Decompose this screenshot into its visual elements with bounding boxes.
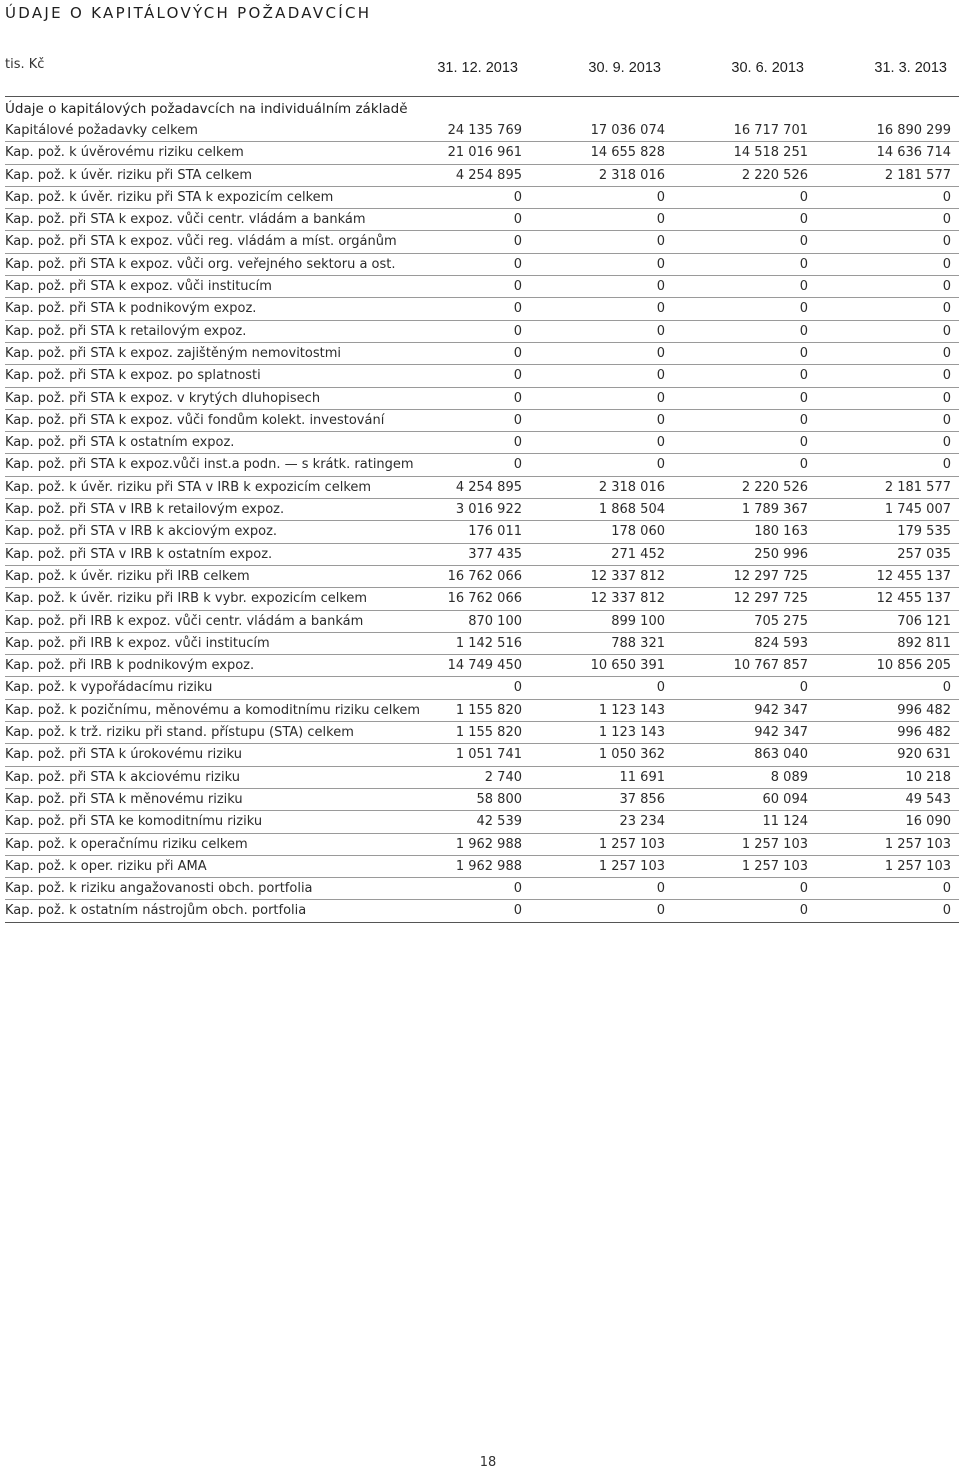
row-value: 0 xyxy=(942,881,951,897)
row-value: 0 xyxy=(942,903,951,919)
row-value: 0 xyxy=(656,457,665,473)
row-value: 176 011 xyxy=(468,524,522,540)
row-value: 0 xyxy=(656,256,665,272)
row-value: 12 455 137 xyxy=(876,591,951,607)
row-value: 0 xyxy=(942,189,951,205)
row-label: Kap. pož. k úvěr. riziku při IRB celkem xyxy=(5,568,250,584)
row-value: 0 xyxy=(799,279,808,295)
row-value: 16 762 066 xyxy=(447,568,522,584)
row-value: 271 452 xyxy=(611,546,665,562)
row-value: 899 100 xyxy=(611,613,665,629)
row-value: 0 xyxy=(656,212,665,228)
row-label: Kap. pož. při STA k expoz. vůči org. veřejného sektoru a ost. xyxy=(5,256,396,272)
row-value: 0 xyxy=(513,457,522,473)
table-row xyxy=(5,209,959,231)
row-value: 2 220 526 xyxy=(741,479,808,495)
row-value: 10 856 205 xyxy=(876,658,951,674)
table-row xyxy=(5,410,959,432)
row-value: 0 xyxy=(513,881,522,897)
table-row xyxy=(5,254,959,276)
row-value: 0 xyxy=(799,680,808,696)
row-label: Kap. pož. k úvěr. riziku při STA v IRB k expozicím celkem xyxy=(5,479,372,495)
row-value: 0 xyxy=(942,457,951,473)
table-row xyxy=(5,298,959,320)
table-row xyxy=(5,142,959,164)
table-row xyxy=(5,187,959,209)
row-label: Kap. pož. při STA v IRB k retailovým expoz. xyxy=(5,502,285,518)
row-value: 706 121 xyxy=(897,613,951,629)
row-label: Kap. pož. při STA k expoz. vůči reg. vládám a míst. orgánům xyxy=(5,234,397,250)
row-value: 16 762 066 xyxy=(447,591,522,607)
row-value: 0 xyxy=(656,680,665,696)
row-value: 0 xyxy=(656,345,665,361)
row-value: 178 060 xyxy=(611,524,665,540)
row-value: 0 xyxy=(799,390,808,406)
table-row xyxy=(5,655,959,677)
row-value: 1 789 367 xyxy=(741,502,808,518)
row-value: 824 593 xyxy=(754,635,808,651)
row-value: 1 155 820 xyxy=(455,725,522,741)
row-value: 14 749 450 xyxy=(447,658,522,674)
row-value: 0 xyxy=(799,189,808,205)
row-label: Kap. pož. k ostatním nástrojům obch. portfolia xyxy=(5,903,307,919)
section-title: Údaje o kapitálových požadavcích na individuálním základě xyxy=(5,101,408,117)
row-value: 0 xyxy=(513,903,522,919)
row-value: 0 xyxy=(656,412,665,428)
row-value: 0 xyxy=(799,345,808,361)
table-row xyxy=(5,633,959,655)
table-row xyxy=(5,878,959,900)
row-value: 1 257 103 xyxy=(884,836,951,852)
row-label: Kap. pož. k úvěrovému riziku celkem xyxy=(5,145,244,161)
row-label: Kap. pož. při IRB k podnikovým expoz. xyxy=(5,658,255,674)
row-value: 42 539 xyxy=(476,814,522,830)
table-row xyxy=(5,900,959,922)
table-row xyxy=(5,321,959,343)
table-row xyxy=(5,611,959,633)
row-value: 0 xyxy=(942,435,951,451)
table-row xyxy=(5,120,959,142)
table-row xyxy=(5,343,959,365)
row-value: 1 962 988 xyxy=(455,836,522,852)
capital-requirements-table xyxy=(5,120,959,923)
row-value: 0 xyxy=(799,301,808,317)
table-row xyxy=(5,544,959,566)
row-label: Kap. pož. při STA k měnovému riziku xyxy=(5,791,243,807)
row-value: 0 xyxy=(656,903,665,919)
row-value: 49 543 xyxy=(905,791,951,807)
row-value: 0 xyxy=(513,301,522,317)
row-label: Kap. pož. při STA k expoz. vůči institucím xyxy=(5,279,272,295)
row-value: 1 745 007 xyxy=(884,502,951,518)
column-header-1: 31. 12. 2013 xyxy=(437,60,518,76)
row-value: 3 016 922 xyxy=(455,502,522,518)
row-value: 1 257 103 xyxy=(741,858,808,874)
row-value: 2 318 016 xyxy=(598,479,665,495)
row-value: 0 xyxy=(513,435,522,451)
row-value: 12 297 725 xyxy=(733,568,808,584)
row-value: 0 xyxy=(799,323,808,339)
row-value: 0 xyxy=(799,234,808,250)
unit-label: tis. Kč xyxy=(5,57,45,72)
row-label: Kap. pož. při STA k expoz. vůči fondům kolekt. investování xyxy=(5,412,385,428)
row-value: 0 xyxy=(656,189,665,205)
row-value: 12 337 812 xyxy=(590,591,665,607)
row-value: 37 856 xyxy=(619,791,665,807)
row-value: 1 868 504 xyxy=(598,502,665,518)
row-value: 1 123 143 xyxy=(598,702,665,718)
row-value: 23 234 xyxy=(619,814,665,830)
table-row xyxy=(5,700,959,722)
table-row xyxy=(5,744,959,766)
row-value: 942 347 xyxy=(754,725,808,741)
row-value: 0 xyxy=(513,390,522,406)
row-value: 2 318 016 xyxy=(598,167,665,183)
row-value: 0 xyxy=(656,279,665,295)
row-value: 892 811 xyxy=(897,635,951,651)
row-label: Kapitálové požadavky celkem xyxy=(5,123,198,138)
row-value: 0 xyxy=(513,412,522,428)
row-value: 0 xyxy=(942,412,951,428)
row-value: 870 100 xyxy=(468,613,522,629)
row-label: Kap. pož. k vypořádacímu riziku xyxy=(5,680,213,696)
table-row xyxy=(5,432,959,454)
row-value: 0 xyxy=(513,234,522,250)
row-value: 12 455 137 xyxy=(876,568,951,584)
row-value: 0 xyxy=(942,345,951,361)
column-header-3: 30. 6. 2013 xyxy=(731,60,804,76)
row-value: 996 482 xyxy=(897,725,951,741)
row-value: 0 xyxy=(656,435,665,451)
row-label: Kap. pož. při STA v IRB k ostatním expoz. xyxy=(5,546,273,562)
row-label: Kap. pož. při STA k podnikovým expoz. xyxy=(5,301,257,317)
row-label: Kap. pož. při STA ke komoditnímu riziku xyxy=(5,814,263,830)
table-row xyxy=(5,811,959,833)
row-value: 0 xyxy=(656,301,665,317)
row-value: 16 890 299 xyxy=(876,123,951,138)
row-label: Kap. pož. při STA k retailovým expoz. xyxy=(5,323,247,339)
row-value: 0 xyxy=(942,212,951,228)
row-value: 10 767 857 xyxy=(733,658,808,674)
row-value: 0 xyxy=(656,390,665,406)
row-label: Kap. pož. k úvěr. riziku při STA celkem xyxy=(5,167,253,183)
row-value: 0 xyxy=(942,368,951,384)
table-top-divider xyxy=(5,96,959,97)
row-value: 0 xyxy=(656,323,665,339)
table-row xyxy=(5,499,959,521)
row-value: 0 xyxy=(942,680,951,696)
table-row xyxy=(5,165,959,187)
row-value: 1 050 362 xyxy=(598,747,665,763)
column-header-4: 31. 3. 2013 xyxy=(874,60,947,76)
row-label: Kap. pož. při STA k expoz. zajištěným nemovitostmi xyxy=(5,345,342,361)
row-value: 12 337 812 xyxy=(590,568,665,584)
table-row xyxy=(5,789,959,811)
row-value: 0 xyxy=(799,412,808,428)
row-label: Kap. pož. k oper. riziku při AMA xyxy=(5,858,207,874)
row-value: 0 xyxy=(513,212,522,228)
row-value: 180 163 xyxy=(754,524,808,540)
row-label: Kap. pož. k pozičnímu, měnovému a komoditnímu riziku celkem xyxy=(5,702,421,718)
row-value: 0 xyxy=(799,435,808,451)
row-value: 2 181 577 xyxy=(884,479,951,495)
row-value: 0 xyxy=(799,368,808,384)
row-value: 0 xyxy=(799,903,808,919)
page-title: ÚDAJE O KAPITÁLOVÝCH POŽADAVCÍCH xyxy=(5,4,372,22)
row-label: Kap. pož. při IRB k expoz. vůči centr. vládám a bankám xyxy=(5,613,364,629)
table-row xyxy=(5,856,959,878)
row-value: 1 962 988 xyxy=(455,858,522,874)
row-value: 1 257 103 xyxy=(598,836,665,852)
row-value: 0 xyxy=(799,256,808,272)
row-value: 788 321 xyxy=(611,635,665,651)
row-value: 0 xyxy=(942,234,951,250)
table-row xyxy=(5,477,959,499)
row-label: Kap. pož. při STA k expoz. vůči centr. vládám a bankám xyxy=(5,212,366,228)
table-row xyxy=(5,722,959,744)
table-row xyxy=(5,566,959,588)
row-value: 0 xyxy=(656,368,665,384)
row-value: 2 220 526 xyxy=(741,167,808,183)
row-value: 257 035 xyxy=(897,546,951,562)
row-value: 0 xyxy=(942,279,951,295)
table-row xyxy=(5,276,959,298)
table-row xyxy=(5,388,959,410)
row-label: Kap. pož. k operačnímu riziku celkem xyxy=(5,836,248,852)
table-row xyxy=(5,454,959,476)
row-label: Kap. pož. při IRB k expoz. vůči institucím xyxy=(5,635,270,651)
row-label: Kap. pož. k úvěr. riziku při IRB k vybr. expozicím celkem xyxy=(5,591,368,607)
row-value: 0 xyxy=(942,256,951,272)
row-label: Kap. pož. při STA k expoz. v krytých dluhopisech xyxy=(5,390,321,406)
row-value: 1 051 741 xyxy=(455,747,522,763)
row-value: 60 094 xyxy=(762,791,808,807)
row-value: 58 800 xyxy=(476,791,522,807)
row-value: 11 124 xyxy=(762,814,808,830)
row-label: Kap. pož. k úvěr. riziku při STA k expozicím celkem xyxy=(5,189,334,205)
row-value: 0 xyxy=(513,323,522,339)
row-value: 1 142 516 xyxy=(455,635,522,651)
row-value: 377 435 xyxy=(468,546,522,562)
row-value: 4 254 895 xyxy=(455,167,522,183)
row-value: 996 482 xyxy=(897,702,951,718)
row-value: 14 518 251 xyxy=(733,145,808,161)
row-value: 1 155 820 xyxy=(455,702,522,718)
row-value: 16 090 xyxy=(905,814,951,830)
row-value: 0 xyxy=(656,881,665,897)
table-row xyxy=(5,588,959,610)
row-label: Kap. pož. při STA k expoz.vůči inst.a podn. — s krátk. ratingem xyxy=(5,457,414,473)
row-label: Kap. pož. při STA k ostatním expoz. xyxy=(5,435,235,451)
row-value: 1 257 103 xyxy=(598,858,665,874)
row-value: 10 650 391 xyxy=(590,658,665,674)
row-value: 0 xyxy=(799,881,808,897)
row-value: 4 254 895 xyxy=(455,479,522,495)
row-value: 0 xyxy=(513,680,522,696)
row-value: 0 xyxy=(942,301,951,317)
row-value: 24 135 769 xyxy=(447,123,522,138)
row-value: 1 123 143 xyxy=(598,725,665,741)
row-value: 0 xyxy=(942,390,951,406)
row-value: 2 181 577 xyxy=(884,167,951,183)
row-value: 705 275 xyxy=(754,613,808,629)
column-header-2: 30. 9. 2013 xyxy=(588,60,661,76)
table-row xyxy=(5,767,959,789)
row-value: 16 717 701 xyxy=(733,123,808,138)
row-value: 942 347 xyxy=(754,702,808,718)
row-value: 0 xyxy=(656,234,665,250)
row-value: 0 xyxy=(799,457,808,473)
row-label: Kap. pož. k trž. riziku při stand. přístupu (STA) celkem xyxy=(5,725,354,741)
row-label: Kap. pož. při STA k expoz. po splatnosti xyxy=(5,368,261,384)
row-label: Kap. pož. při STA k akciovému riziku xyxy=(5,769,240,785)
table-row xyxy=(5,677,959,699)
row-value: 0 xyxy=(513,256,522,272)
row-value: 920 631 xyxy=(897,747,951,763)
row-label: Kap. pož. při STA k úrokovému riziku xyxy=(5,747,243,763)
table-row xyxy=(5,521,959,543)
row-label: Kap. pož. k riziku angažovanosti obch. portfolia xyxy=(5,881,313,897)
row-value: 11 691 xyxy=(619,769,665,785)
table-row xyxy=(5,231,959,253)
row-value: 0 xyxy=(513,279,522,295)
row-value: 863 040 xyxy=(754,747,808,763)
row-value: 2 740 xyxy=(484,769,522,785)
row-value: 8 089 xyxy=(770,769,808,785)
row-value: 12 297 725 xyxy=(733,591,808,607)
row-value: 179 535 xyxy=(897,524,951,540)
row-value: 250 996 xyxy=(754,546,808,562)
row-label: Kap. pož. při STA v IRB k akciovým expoz. xyxy=(5,524,278,540)
page-number: 18 xyxy=(479,1455,497,1470)
row-value: 0 xyxy=(513,368,522,384)
row-value: 17 036 074 xyxy=(590,123,665,138)
row-value: 1 257 103 xyxy=(741,836,808,852)
row-value: 14 655 828 xyxy=(590,145,665,161)
table-row xyxy=(5,834,959,856)
row-value: 1 257 103 xyxy=(884,858,951,874)
row-value: 0 xyxy=(513,189,522,205)
row-value: 21 016 961 xyxy=(447,145,522,161)
row-value: 0 xyxy=(942,323,951,339)
row-value: 10 218 xyxy=(905,769,951,785)
row-value: 0 xyxy=(513,345,522,361)
row-value: 0 xyxy=(799,212,808,228)
row-value: 14 636 714 xyxy=(876,145,951,161)
table-row xyxy=(5,365,959,387)
